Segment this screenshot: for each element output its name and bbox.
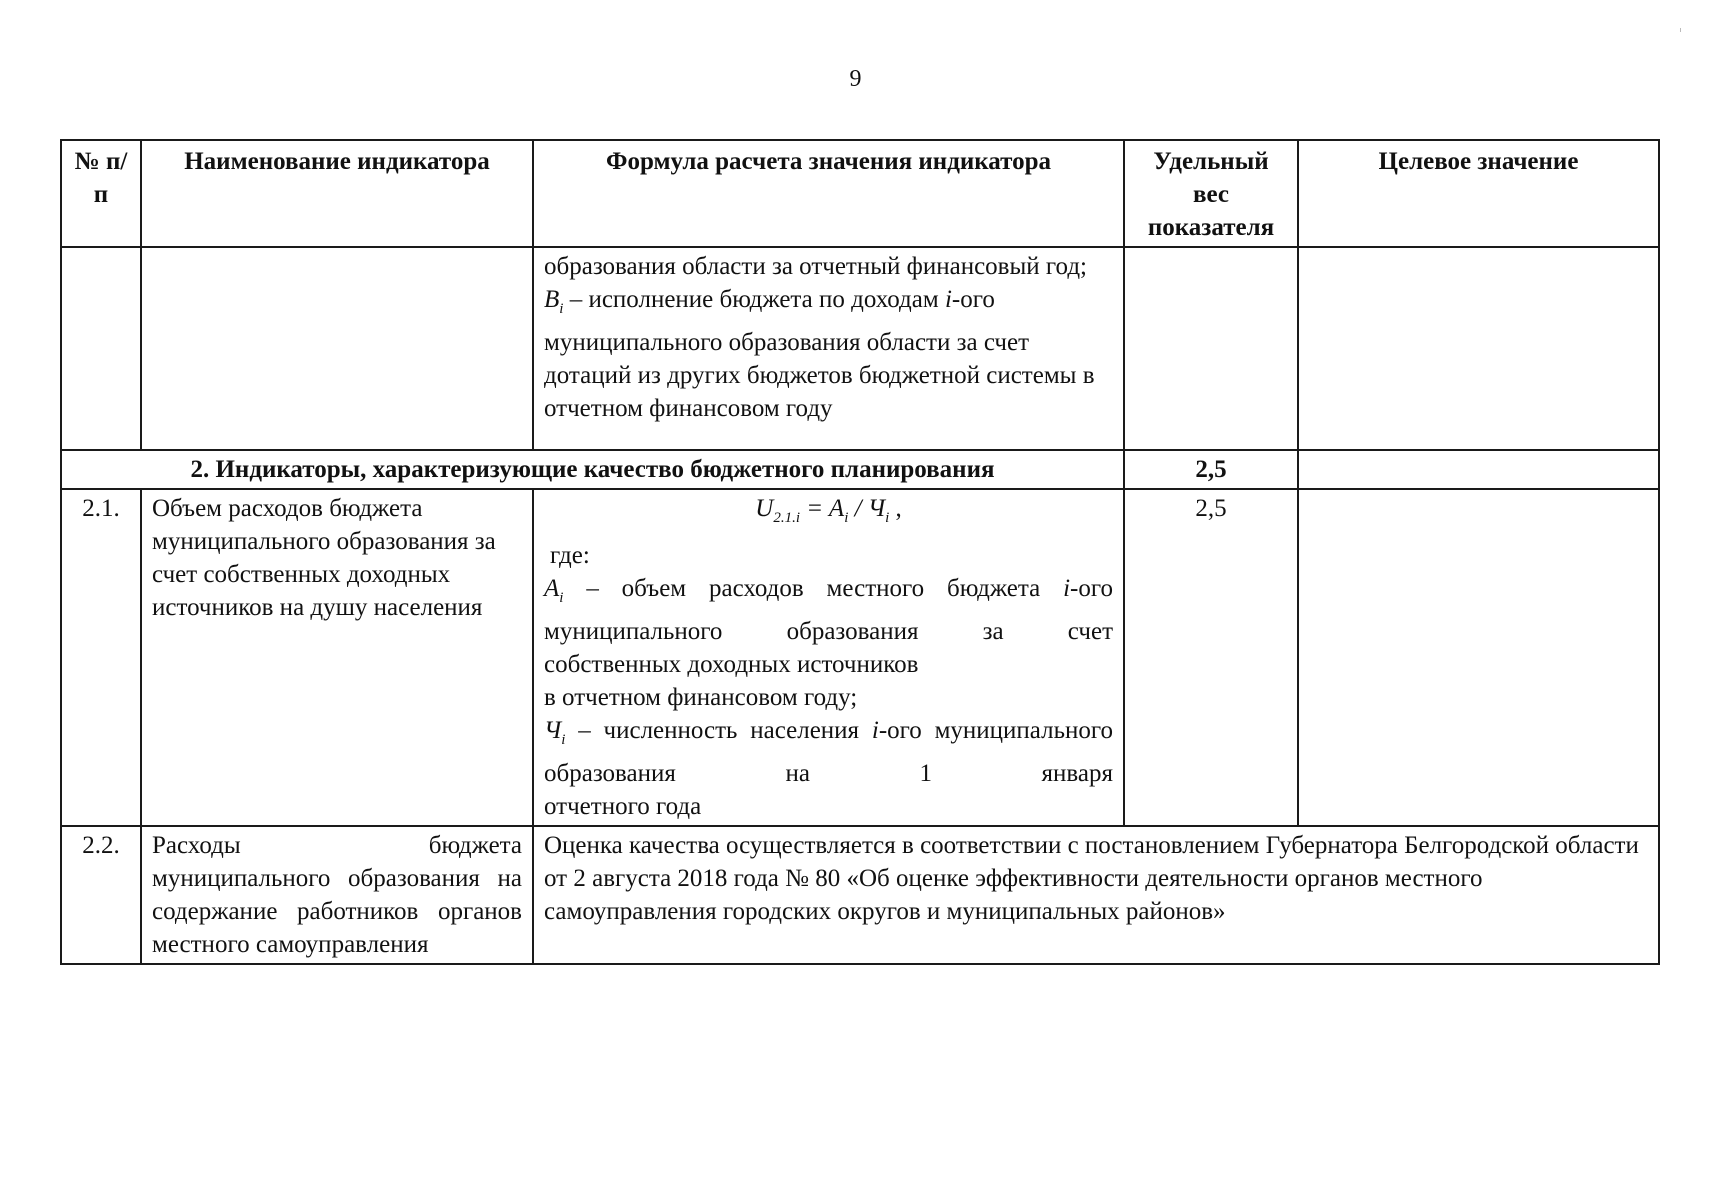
continuation-target-cell: [1298, 247, 1659, 450]
row-2-2: [61, 826, 1659, 964]
header-row: [61, 140, 1659, 247]
header-target: Целевое значение: [1298, 140, 1659, 247]
page-number: 9: [849, 66, 862, 92]
where-label: где:: [550, 542, 590, 569]
ch-description: $Ч_i$ – численность населения i-ого муниципального образования на 1 января: [544, 717, 1113, 787]
continuation-line: образования области за отчетный финансовый год;: [544, 253, 1087, 280]
row-2-2-text: Оценка качества осуществляется в соответствии с постановлением Губернатора Белгородской области от 2 августа 2018 года № 80 «Об оценке эффективности деятельности органов местного самоуправления городских округов и муниципальных районов»: [533, 826, 1659, 964]
a-description: $A_i$ – объем расходов местного бюджета i-ого муниципального образования за счет: [544, 575, 1113, 645]
header-formula: Формула расчета значения индикатора: [533, 140, 1124, 247]
indicators-table: [60, 139, 1660, 965]
section-2-target: [1298, 450, 1659, 489]
row-2-2-name: Расходы бюджета муниципального образования на содержание работников органов местного самоуправления: [141, 826, 533, 964]
a-description-cont: собственных доходных источников: [544, 651, 919, 678]
continuation-name-cell: [141, 247, 533, 450]
b-symbol: $B_i$: [544, 286, 564, 317]
header-num: № п/п: [61, 140, 141, 247]
row-2-1-target: [1298, 489, 1659, 826]
row-2-1-formula-cell: [533, 489, 1124, 826]
header-weight: Удельный вес показателя: [1124, 140, 1298, 247]
row-2-1-num: 2.1.: [61, 489, 141, 826]
b-description: $B_i$ – исполнение бюджета по доходам i-ого муниципального образования области за счет дотаций из других бюджетов бюджетной системы в отчетном финансовом году: [544, 286, 1095, 422]
section-2-weight: 2,5: [1124, 450, 1298, 489]
formula-2-1: $U_{2.1.i} = A_i / Ч_i$ ,: [755, 495, 902, 526]
row-2-1: [61, 489, 1659, 826]
ch-description-end: отчетного года: [544, 793, 702, 820]
section-2-row: [61, 450, 1659, 489]
continuation-formula-cell: [533, 247, 1124, 450]
row-2-1-name: Объем расходов бюджета муниципального образования за счет собственных доходных источников на душу населения: [141, 489, 533, 826]
continuation-num-cell: [61, 247, 141, 450]
row-2-2-num: 2.2.: [61, 826, 141, 964]
scan-mark: [1680, 28, 1681, 32]
section-2-title: 2. Индикаторы, характеризующие качество бюджетного планирования: [61, 450, 1124, 489]
a-description-end: в отчетном финансовом году;: [544, 684, 858, 711]
header-name: Наименование индикатора: [141, 140, 533, 247]
row-2-1-weight: 2,5: [1124, 489, 1298, 826]
continuation-row: [61, 247, 1659, 450]
continuation-weight-cell: [1124, 247, 1298, 450]
